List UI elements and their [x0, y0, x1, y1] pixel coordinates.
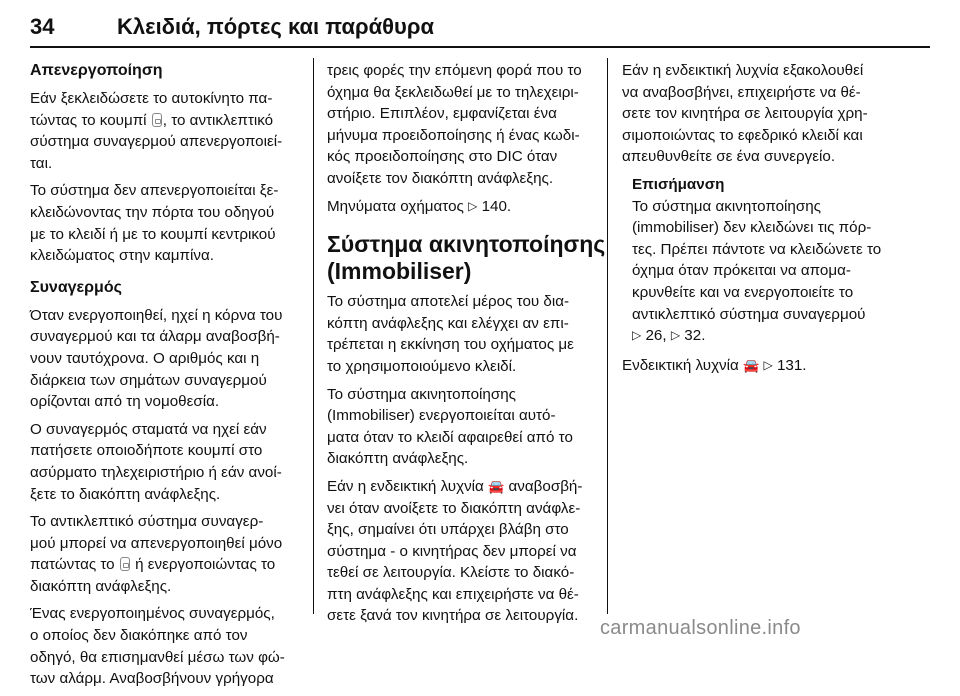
unlock-button-icon — [152, 113, 162, 127]
column-divider — [607, 58, 608, 614]
paragraph: Το σύστημα δεν απενεργοποιείται ξε- κλειδώνοντας την πόρτα του οδηγού με το κλειδί ή με το κουμπί κεντρικού κλειδώματος στην καμπίνα. — [30, 182, 279, 265]
paragraph: τρεις φορές την επόμενη φορά που το όχημα θα ξεκλειδωθεί με το τηλεχειρι- στήριο. Επιπλέον, εμφανίζεται ένα μήνυμα προειδοποίησης ή ένας κωδι- κός προειδοποίησης στο DIC όταν ανοίξετε τον διακόπτη ανάφλεξης. — [327, 62, 582, 187]
paragraph: Το σύστημα ακινητοποίησης (Immobiliser) ενεργοποιείται αυτό- ματα όταν το κλειδί αφαιρεθεί από το διακόπτη ανάφλεξης. — [327, 385, 573, 468]
cross-reference: Ενδεικτική λυχνία 🚘 ▷ 131. — [622, 355, 892, 377]
arrow-icon: ▷ — [468, 198, 478, 213]
page-header — [30, 0, 930, 52]
page-reference-link[interactable]: 131. — [776, 356, 807, 374]
watermark: carmanualsonline.info — [600, 617, 801, 639]
page-reference-link[interactable]: 140. — [481, 197, 512, 215]
page-title: Κλειδιά, πόρτες και παράθυρα — [117, 14, 434, 39]
paragraph: Εάν η ενδεικτική λυχνία 🚘 αναβοσβή- νει όταν ανοίξετε το διακόπτη ανάφλε- ξης, σημαίνει ότι υπάρχει βλάβη στο σύστημα - ο κινητήρας δεν μπορεί να τεθεί σε λειτουργία. Κλείστε το διακό- πτη ανάφλεξης και επιχειρήστε να θέ- σετε ξανά τον κινητήρα σε λειτουργία. — [327, 477, 583, 625]
note-title: Επισήμανση — [632, 175, 725, 193]
paragraph: Όταν ενεργοποιηθεί, ηχεί η κόρνα του συναγερμού και τα άλαρμ αναβοσβή- νουν ταυτόχρονα. Ο αριθμός και η διάρκεια των σημάτων συναγερμού ορίζονται από τη νομοθεσία. — [30, 306, 283, 411]
paragraph: Εάν η ενδεικτική λυχνία εξακολουθεί να αναβοσβήνει, επιχειρήστε να θέ- σετε τον κινητήρα σε λειτουργία χρη- σιμοποιώντας το εφεδρικό κλειδί και απευθυνθείτε σε ένα συνεργείο. — [622, 62, 868, 166]
paragraph: Ο συναγερμός σταματά να ηχεί εάν πατήσετε οποιοδήποτε κουμπί στο ασύρματο τηλεχειριστήριο ή εάν ανοί- ξετε το διακόπτη ανάφλεξης. — [30, 420, 282, 503]
paragraph: Το σύστημα αποτελεί μέρος του δια- κόπτη ανάφλεξης και ελέγχει αν επι- τρέπεται η εκκίνηση του οχήματος με το χρησιμοποιούμενο κλειδί. — [327, 293, 574, 375]
text-column-3 — [622, 60, 892, 382]
page-reference-link[interactable]: 32. — [684, 327, 706, 345]
header-divider — [30, 46, 930, 48]
arrow-icon: ▷ — [763, 357, 773, 372]
arrow-icon: ▷ — [632, 328, 642, 343]
section-heading-alarm: Συναγερμός — [30, 278, 122, 296]
paragraph: Εάν ξεκλειδώσετε το αυτοκίνητο πα- τώντας το κουμπί , το αντικλεπτικό σύστημα συναγερμού απενεργοποιεί- ται. — [30, 90, 283, 172]
page-number: 34 — [30, 14, 55, 39]
paragraph: Ένας ενεργοποιημένος συναγερμός, ο οποίος δεν διακόπηκε από τον οδηγό, θα επισημανθεί μέσω των φώ- των αλάρμ. Αναβοσβήνουν γρήγορα — [30, 605, 285, 688]
column-divider — [313, 58, 314, 614]
unlock-button-icon — [120, 557, 130, 571]
text-column-1 — [30, 60, 300, 696]
cross-reference: Μηνύματα οχήματος ▷ 140. — [327, 196, 597, 218]
text-column-2 — [327, 60, 606, 633]
page-reference-link[interactable]: 26, — [645, 327, 667, 345]
paragraph: Το αντικλεπτικό σύστημα συναγερ- μού μπορεί να απενεργοποιηθεί μόνο πατώντας το ή ενεργοποιώντας το διακόπτη ανάφλεξης. — [30, 513, 283, 595]
arrow-icon: ▷ — [670, 328, 681, 343]
note-box: Επισήμανση Το σύστημα ακινητοποίησης (immobiliser) δεν κλειδώνει τις πόρ- τες. Πρέπει πάντοτε να κλειδώνετε το όχημα όταν πρόκειται να απομα- κρυνθείτε και να ενεργοποιείτε το αντικλεπτικό σύστημα συναγερμού ▷ 26, ▷ 32. — [622, 174, 892, 347]
car-lock-warning-icon: 🚘 — [743, 357, 760, 373]
section-heading-immobiliser: Σύστημα ακινητοποίησης (Immobiliser) — [327, 231, 606, 285]
car-lock-warning-icon: 🚘 — [488, 478, 505, 494]
section-heading-deactivation: Απενεργοποίηση — [30, 62, 163, 79]
